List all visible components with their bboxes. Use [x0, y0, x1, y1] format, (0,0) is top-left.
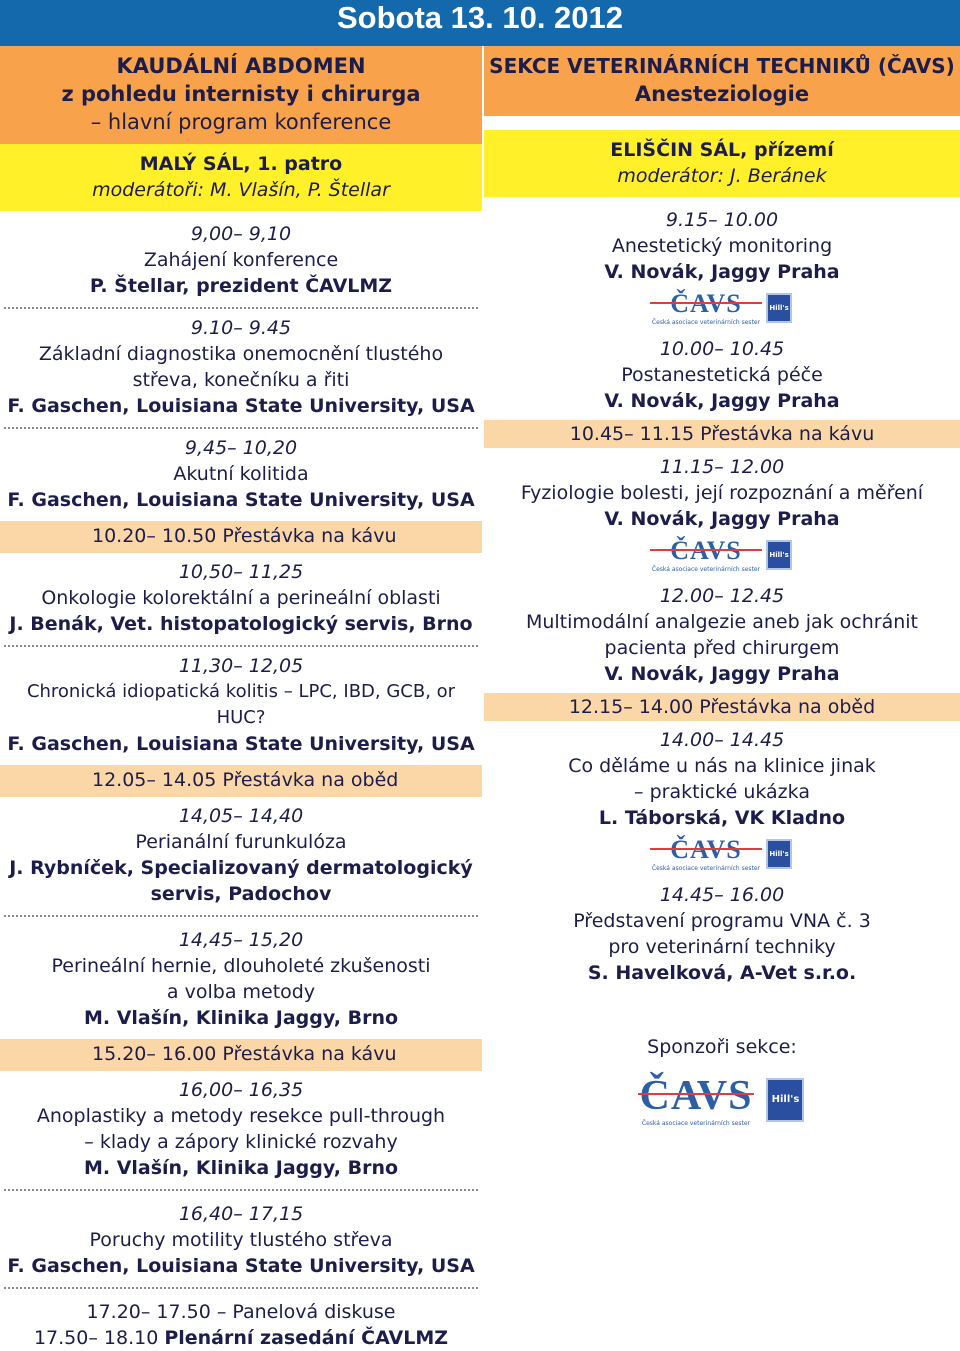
item-speaker: L. Táborská, VK Kladno [598, 807, 846, 829]
item-title: Základní diagnostika onemocnění tlustého [38, 343, 444, 365]
item-time: 14.00– 14.45 [659, 729, 785, 751]
sponsor-logos [484, 289, 960, 326]
item-title: Onkologie kolorektální a perineální oblasti [41, 587, 441, 609]
date-banner [0, 0, 960, 46]
program-item [484, 448, 960, 583]
item-title-cont: – klady a zápory klinické rozvahy [84, 1131, 398, 1153]
item-time: 16,40– 17,15 [178, 1203, 304, 1225]
room-name: ELIŠČIN SÁL, přízemí [610, 139, 834, 161]
item-title: Chronická idiopatická kolitis – LPC, IBD, GCB, or HUC? [26, 681, 456, 728]
room-name: MALÝ SÁL, 1. patro [139, 153, 343, 175]
item-speaker: V. Novák, Jaggy Praha [604, 663, 840, 685]
program-item [0, 1071, 482, 1189]
program-item [0, 1191, 482, 1287]
coffee-break: 10.20– 10.50 Přestávka na kávu [0, 521, 482, 553]
item-time: 16,00– 16,35 [178, 1079, 304, 1101]
item-title: Perianální furunkulóza [135, 831, 347, 853]
plenary-title: Plenární zasedání ČAVLMZ [164, 1327, 449, 1349]
item-title: Perineální hernie, dlouholeté zkušenosti [51, 955, 431, 977]
item-title-cont: a volba metody [166, 981, 316, 1003]
item-title: Multimodální analgezie aneb jak ochránit [525, 611, 919, 633]
program-item [0, 797, 482, 915]
program-item [484, 882, 960, 986]
item-speaker: V. Novák, Jaggy Praha [604, 390, 840, 412]
main-program-column [0, 46, 482, 1351]
section-subtitle: Anesteziologie [634, 82, 810, 106]
item-title: Co děláme u nás na klinice jinak [568, 755, 876, 777]
cavs-logo: ČAVS Česká asociace veterinárních sester [639, 1073, 753, 1127]
cavs-logo: ČAVS Česká asociace veterinárních sester [651, 536, 761, 573]
item-time: 14,05– 14,40 [178, 805, 304, 827]
item-time: 11.15– 12.00 [659, 456, 785, 478]
cavs-logo: ČAVS Česká asociace veterinárních sester [651, 835, 761, 872]
room-header [0, 144, 482, 211]
sponsor-logos [484, 536, 960, 573]
section-title: KAUDÁLNÍ ABDOMEN [116, 54, 366, 78]
item-time: 10.00– 10.45 [659, 338, 785, 360]
lunch-break: 12.05– 14.05 Přestávka na oběd [0, 765, 482, 797]
item-speaker: F. Gaschen, Louisiana State University, USA [7, 733, 475, 755]
closing-block [0, 1289, 482, 1351]
program-item [0, 917, 482, 1039]
room-header [484, 130, 960, 197]
item-time: 14,45– 15,20 [178, 929, 304, 951]
panel-discussion: 17.20– 17.50 – Panelová diskuse [86, 1301, 396, 1323]
item-title: Postanestetická péče [621, 364, 823, 386]
item-title: Anestetický monitoring [611, 235, 833, 257]
coffee-break: 10.45– 11.15 Přestávka na kávu [484, 420, 960, 448]
hills-logo: Hill's [766, 839, 792, 869]
plenary-session [0, 1325, 482, 1351]
item-time: 9.15– 10.00 [665, 209, 779, 231]
item-speaker: J. Rybníček, Specializovaný dermatologický [9, 857, 473, 879]
moderators: moderátoři: M. Vlašín, P. Štellar [92, 179, 390, 201]
item-speaker: F. Gaschen, Louisiana State University, USA [7, 1255, 475, 1277]
item-title: Akutní kolitida [173, 463, 309, 485]
item-speaker: J. Benák, Vet. histopatologický servis, Brno [9, 613, 473, 635]
program-item [0, 211, 482, 307]
item-speaker: F. Gaschen, Louisiana State University, USA [7, 395, 475, 417]
cavs-logo: ČAVS Česká asociace veterinárních sester [651, 289, 761, 326]
program-item [0, 429, 482, 521]
item-time: 14.45– 16.00 [659, 884, 785, 906]
item-title: Fyziologie bolesti, její rozpoznání a měření [520, 482, 924, 504]
item-speaker: V. Novák, Jaggy Praha [604, 261, 840, 283]
section-note: – hlavní program konference [90, 110, 392, 134]
item-speaker: P. Štellar, prezident ČAVLMZ [89, 275, 393, 297]
program-item [484, 336, 960, 414]
plenary-time: 17.50– 18.10 [33, 1327, 165, 1349]
item-speaker: V. Novák, Jaggy Praha [604, 508, 840, 530]
item-time: 10,50– 11,25 [178, 561, 304, 583]
item-speaker: F. Gaschen, Louisiana State University, USA [7, 489, 475, 511]
sponsor-logos-large [484, 1072, 960, 1127]
main-program-header [0, 46, 482, 144]
section-subtitle: z pohledu internisty i chirurga [61, 82, 421, 106]
technicians-header [484, 46, 960, 116]
hills-logo: Hill's [766, 540, 792, 570]
lunch-break: 12.15– 14.00 Přestávka na oběd [484, 693, 960, 721]
item-speaker: M. Vlašín, Klinika Jaggy, Brno [83, 1157, 399, 1179]
item-time: 11,30– 12,05 [178, 655, 304, 677]
sponsor-logos [484, 835, 960, 872]
item-title-cont: pro veterinární techniky [608, 936, 836, 958]
item-speaker: S. Havelková, A-Vet s.r.o. [587, 962, 857, 984]
item-time: 9,45– 10,20 [184, 437, 298, 459]
item-speaker-cont: servis, Padochov [150, 883, 332, 905]
program-item [0, 647, 482, 765]
program-item [0, 309, 482, 427]
item-time: 9.10– 9.45 [190, 317, 292, 339]
program-item [484, 721, 960, 882]
sponsors-block [484, 1034, 960, 1127]
item-speaker: M. Vlašín, Klinika Jaggy, Brno [83, 1007, 399, 1029]
program-item [0, 553, 482, 645]
sponsors-label: Sponzoři sekce: [647, 1036, 797, 1058]
hills-logo: Hill's [766, 1078, 804, 1122]
page-title: Sobota 13. 10. 2012 [336, 0, 624, 35]
hills-logo: Hill's [766, 293, 792, 323]
program-item [484, 197, 960, 336]
item-time: 12.00– 12.45 [659, 585, 785, 607]
item-title: Anoplastiky a metody resekce pull-through [36, 1105, 446, 1127]
item-title: Poruchy motility tlustého střeva [89, 1229, 393, 1251]
technicians-section-column [484, 46, 960, 1129]
item-title: Zahájení konference [143, 249, 339, 271]
moderator: moderátor: J. Beránek [617, 165, 827, 187]
item-time: 9,00– 9,10 [190, 223, 292, 245]
item-title: Představení programu VNA č. 3 [573, 910, 871, 932]
section-title: SEKCE VETERINÁRNÍCH TECHNIKŮ (ČAVS) [489, 54, 955, 78]
item-title-cont: střeva, konečníku a řiti [132, 369, 350, 391]
item-title-cont: – praktické ukázka [634, 781, 810, 803]
program-item [484, 583, 960, 687]
coffee-break: 15.20– 16.00 Přestávka na kávu [0, 1039, 482, 1071]
item-title-cont: pacienta před chirurgem [604, 637, 840, 659]
